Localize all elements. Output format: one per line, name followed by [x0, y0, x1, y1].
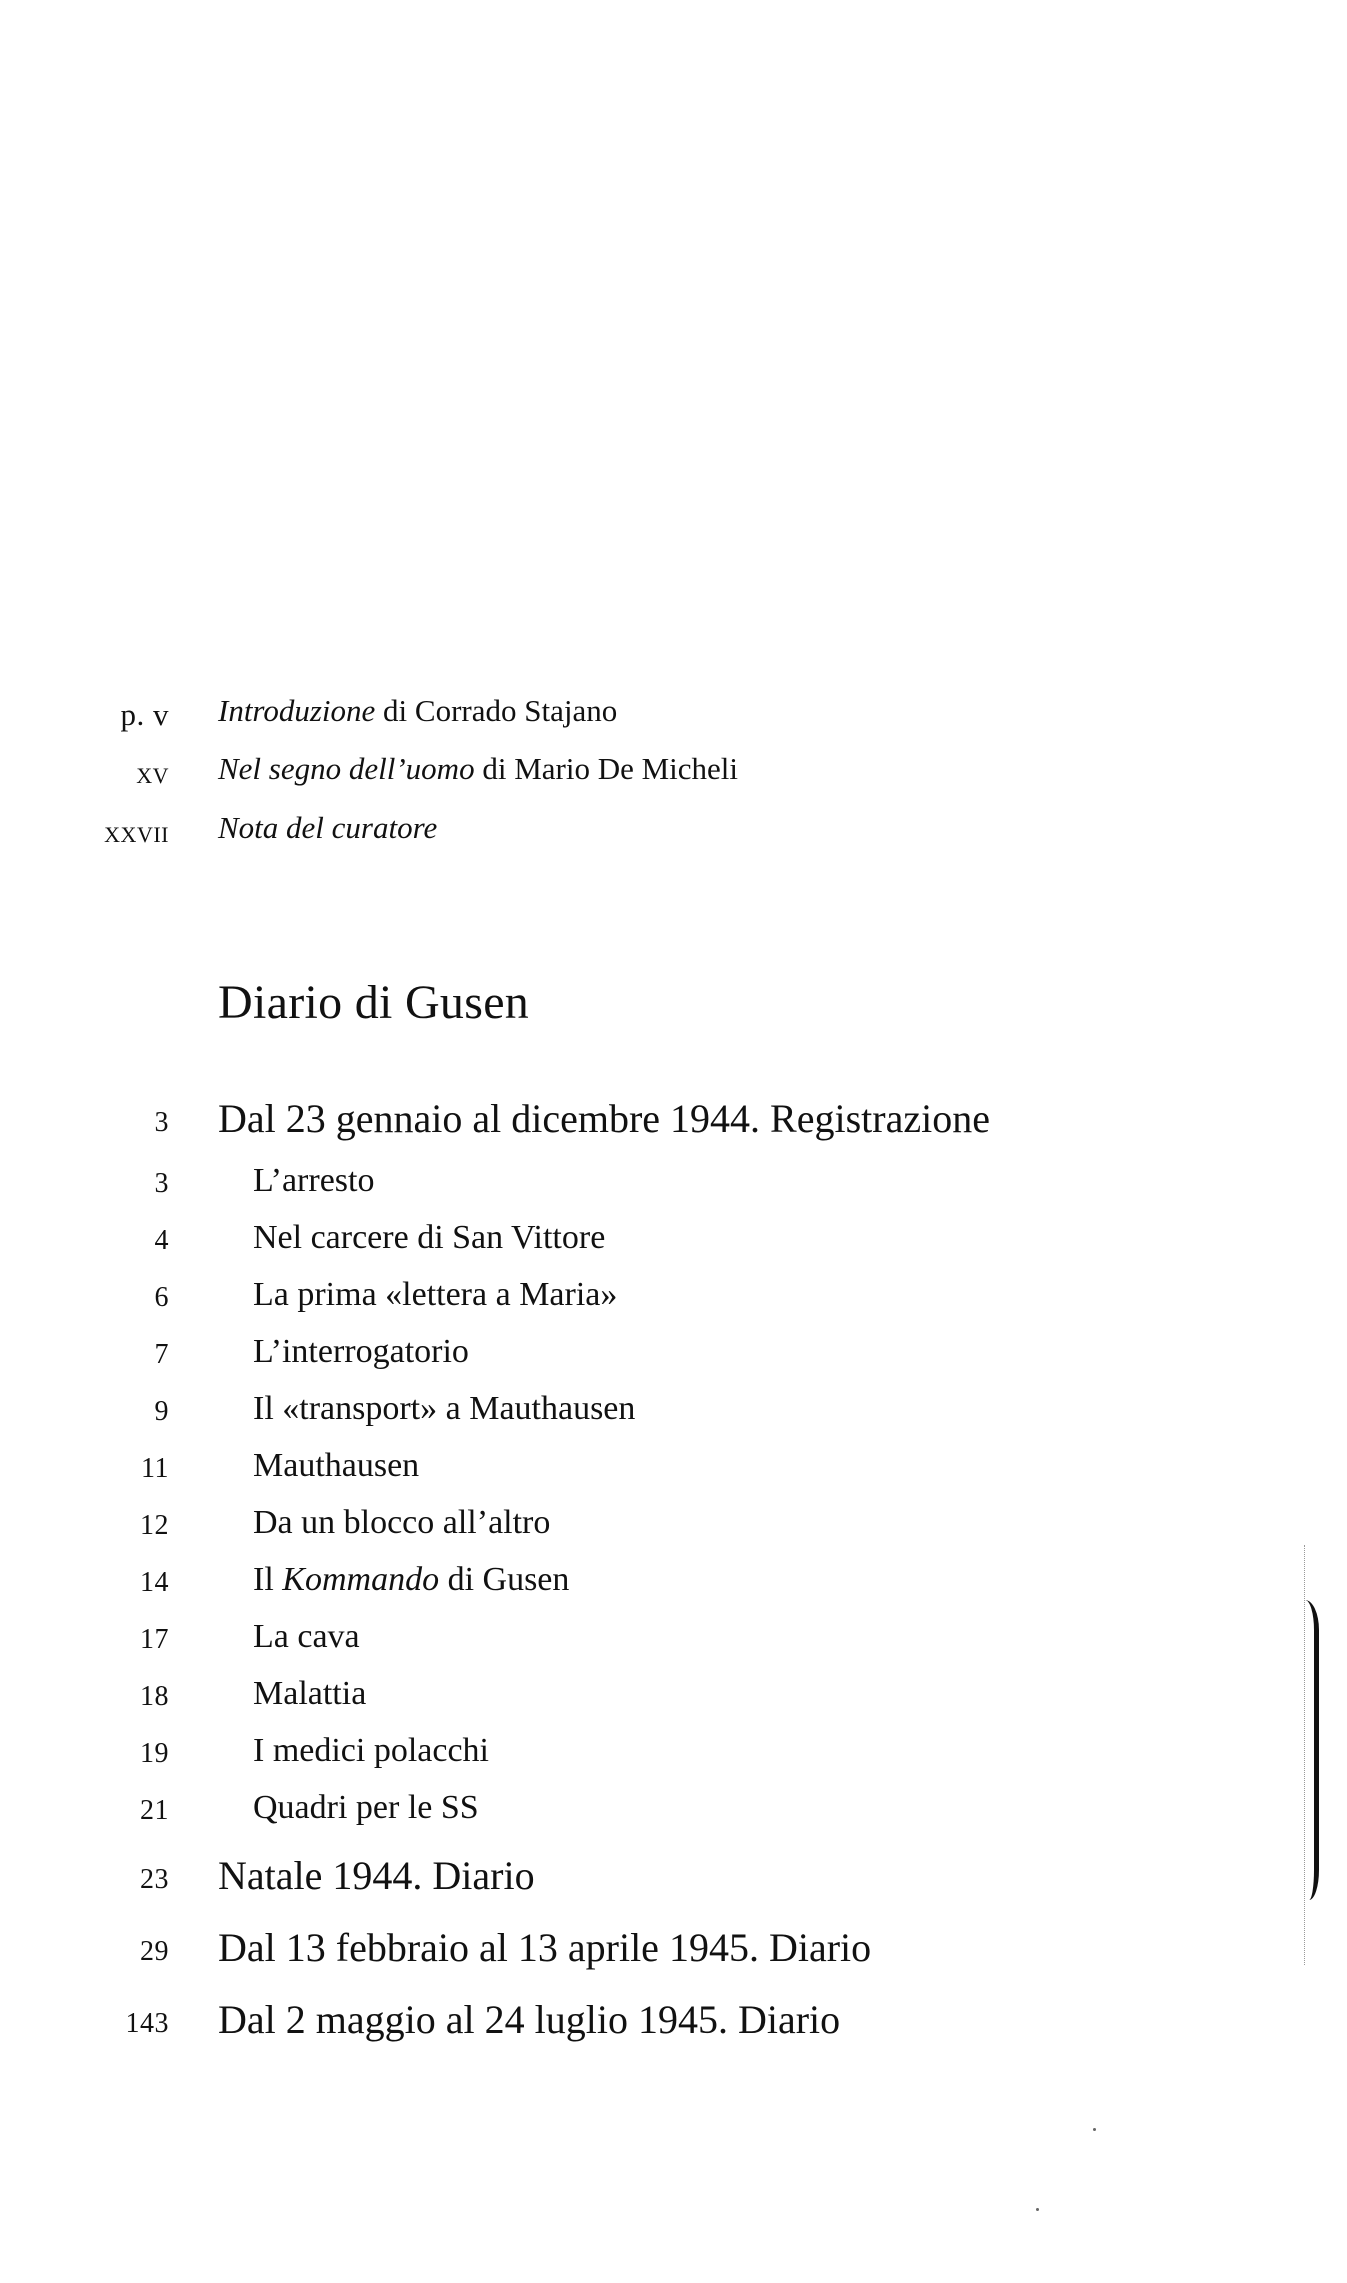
subsection-title: Da un blocco all’altro — [253, 1504, 551, 1541]
subsection-title: L’interrogatorio — [253, 1333, 469, 1370]
entry-title-italic: Nel segno dell’uomo — [218, 751, 475, 786]
chapter-title: Natale 1944. Diario — [218, 1853, 535, 1898]
page-number: 3 — [154, 1168, 169, 1199]
subsection-title: La cava — [253, 1618, 360, 1655]
toc-subsection — [0, 1732, 1347, 1780]
page-number: 9 — [154, 1396, 169, 1427]
toc-subsection — [0, 1390, 1347, 1438]
toc-subsection — [0, 1789, 1347, 1837]
toc-chapter — [0, 1996, 1347, 2044]
toc-chapter — [0, 1924, 1347, 1972]
toc-subsection — [0, 1504, 1347, 1552]
section-heading: Diario di Gusen — [218, 976, 530, 1029]
page-number: 11 — [141, 1453, 169, 1484]
page-number: 29 — [140, 1936, 169, 1967]
entry-title-italic: Nota del curatore — [218, 810, 438, 845]
toc-subsection — [0, 1333, 1347, 1381]
entry-title-author: di Corrado Stajano — [375, 693, 618, 728]
toc-subsection — [0, 1675, 1347, 1723]
page-number: 3 — [154, 1107, 169, 1138]
page-number: p. v — [120, 697, 169, 732]
page-number: 17 — [140, 1624, 169, 1655]
toc-subsection — [0, 1276, 1347, 1324]
chapter-title: Dal 23 gennaio al dicembre 1944. Registrazione — [218, 1096, 990, 1141]
scan-edge-mark — [1300, 1600, 1319, 1900]
entry-title-italic: Introduzione — [218, 693, 376, 728]
entry-title — [218, 810, 437, 846]
toc-entry-introduzione — [0, 693, 1347, 741]
scan-speck — [1036, 2208, 1039, 2211]
toc-subsection — [0, 1219, 1347, 1267]
entry-title — [218, 751, 738, 787]
toc-chapter — [0, 1852, 1347, 1900]
subsection-title — [253, 1561, 569, 1599]
toc-subsection — [0, 1162, 1347, 1210]
page-number: 4 — [154, 1225, 169, 1256]
subsection-title: Quadri per le SS — [253, 1789, 479, 1826]
page-number: 19 — [140, 1738, 169, 1769]
page-number: 23 — [140, 1864, 169, 1895]
subsection-title: La prima «lettera a Maria» — [253, 1276, 618, 1313]
chapter-title: Dal 2 maggio al 24 luglio 1945. Diario — [218, 1997, 841, 2042]
page-number: 143 — [125, 2008, 169, 2039]
page-number: 12 — [140, 1510, 169, 1541]
subsection-title: Nel carcere di San Vittore — [253, 1219, 606, 1256]
subsection-title: I medici polacchi — [253, 1732, 490, 1769]
page-number: 6 — [154, 1282, 169, 1313]
subsection-title-italic: Kommando — [282, 1561, 440, 1598]
page-number: 7 — [154, 1339, 169, 1370]
page-number: 21 — [140, 1795, 169, 1826]
subsection-title: L’arresto — [253, 1162, 375, 1199]
toc-entry-nota — [0, 810, 1347, 858]
chapter-title: Dal 13 febbraio al 13 aprile 1945. Diario — [218, 1925, 872, 1970]
toc-subsection — [0, 1561, 1347, 1609]
scan-speck — [1093, 2128, 1096, 2131]
subsection-title: Malattia — [253, 1675, 367, 1712]
subsection-title-post: di Gusen — [439, 1561, 570, 1598]
page-number: xxvii — [104, 814, 169, 849]
page-number: xv — [136, 755, 169, 790]
entry-title — [218, 693, 617, 729]
subsection-title: Mauthausen — [253, 1447, 420, 1484]
toc-subsection — [0, 1618, 1347, 1666]
toc-subsection — [0, 1447, 1347, 1495]
subsection-title: Il «transport» a Mauthausen — [253, 1390, 636, 1427]
entry-title-author: di Mario De Micheli — [474, 751, 739, 786]
page-number: 14 — [140, 1567, 169, 1598]
toc-entry-nel-segno — [0, 751, 1347, 799]
toc-chapter — [0, 1095, 1347, 1143]
page-number: 18 — [140, 1681, 169, 1712]
subsection-title-pre: Il — [253, 1561, 283, 1598]
